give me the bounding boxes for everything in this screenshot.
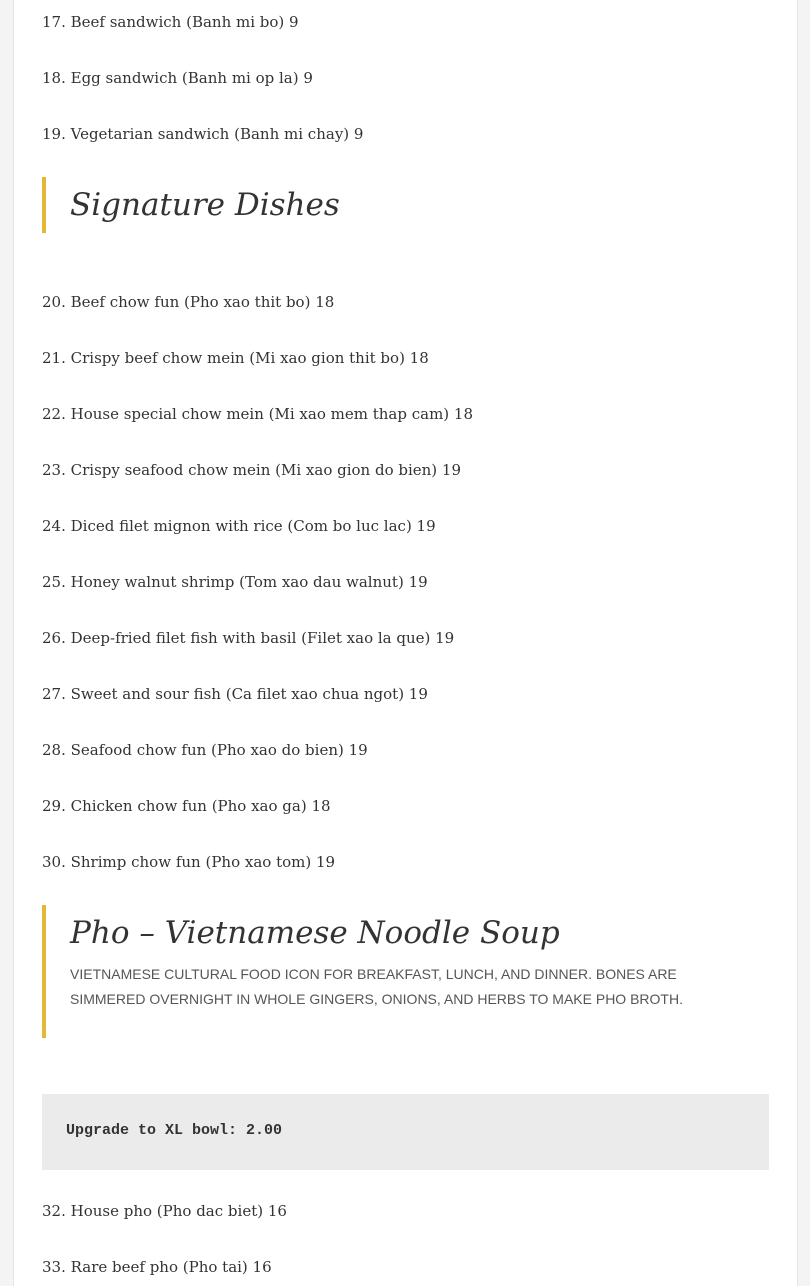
menu-item: 20. Beef chow fun (Pho xao thit bo) 18 <box>42 293 335 311</box>
menu-item: 33. Rare beef pho (Pho tai) 16 <box>42 1258 272 1276</box>
menu-item: 24. Diced filet mignon with rice (Com bo luc lac) 19 <box>42 517 436 535</box>
menu-item: 32. House pho (Pho dac biet) 16 <box>42 1202 287 1220</box>
menu-item: 29. Chicken chow fun (Pho xao ga) 18 <box>42 797 331 815</box>
menu-page <box>13 0 798 1286</box>
section-description: VIETNAMESE CULTURAL FOOD ICON FOR BREAKFAST, LUNCH, AND DINNER. BONES ARE SIMMERED OVERNIGHT IN WHOLE GINGERS, ONIONS, AND HERBS TO MAKE PHO BROTH. <box>70 966 683 1007</box>
upgrade-note-box <box>42 1094 769 1170</box>
upgrade-note: Upgrade to XL bowl: 2.00 <box>66 1122 283 1139</box>
menu-item: 18. Egg sandwich (Banh mi op la) 9 <box>42 69 313 87</box>
menu-item: 17. Beef sandwich (Banh mi bo) 9 <box>42 13 299 31</box>
section-heading-pho <box>42 905 740 1038</box>
section-title: Signature Dishes <box>70 187 340 223</box>
menu-item: 25. Honey walnut shrimp (Tom xao dau walnut) 19 <box>42 573 428 591</box>
section-heading-signature <box>42 177 340 233</box>
section-title: Pho – Vietnamese Noodle Soup <box>70 915 560 951</box>
menu-item: 19. Vegetarian sandwich (Banh mi chay) 9 <box>42 125 364 143</box>
menu-item: 28. Seafood chow fun (Pho xao do bien) 19 <box>42 741 368 759</box>
menu-item: 30. Shrimp chow fun (Pho xao tom) 19 <box>42 853 336 871</box>
menu-item: 23. Crispy seafood chow mein (Mi xao gion do bien) 19 <box>42 461 462 479</box>
menu-item: 26. Deep-fried filet fish with basil (Filet xao la que) 19 <box>42 629 455 647</box>
menu-item: 27. Sweet and sour fish (Ca filet xao chua ngot) 19 <box>42 685 428 703</box>
menu-item: 22. House special chow mein (Mi xao mem thap cam) 18 <box>42 405 473 423</box>
menu-item: 21. Crispy beef chow mein (Mi xao gion thit bo) 18 <box>42 349 429 367</box>
